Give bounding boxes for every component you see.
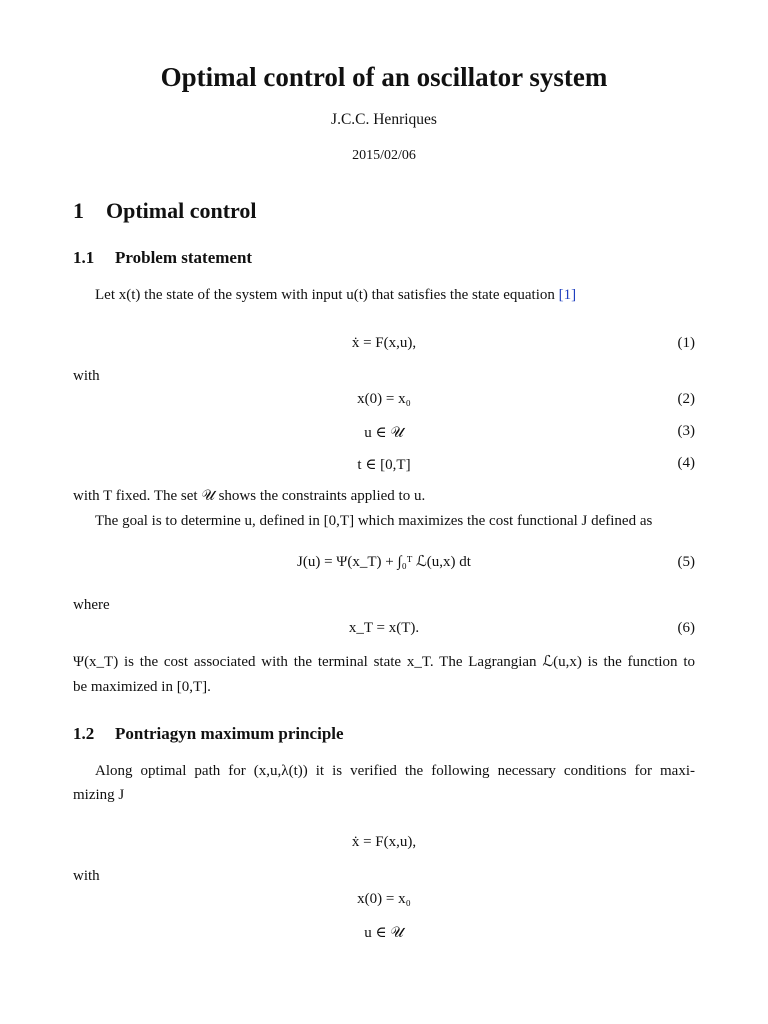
citation-link[interactable]: [1] [558, 287, 577, 303]
equation-5: J(u) = Ψ(x_T) + ∫₀ᵀ ℒ(u,x) dt [297, 554, 471, 570]
equation-3: u ∈ 𝒰 [364, 425, 404, 441]
author-name: J.C.C. Henriques [331, 111, 437, 128]
equation-number-4: (4) [677, 455, 695, 471]
paragraph-constraints: with T fixed. The set 𝒰 shows the constraints applied to u. [73, 488, 426, 504]
paper-title: Optimal control of an oscillator system [160, 62, 608, 92]
equation-number-3: (3) [677, 423, 695, 439]
equation-4: t ∈ [0,T] [357, 457, 411, 473]
with-label: with [73, 368, 100, 384]
paragraph-text: Let x(t) the state of the system with input u(t) that satisfies the state equation [95, 287, 559, 303]
paragraph-state-intro [95, 283, 576, 307]
subsection-number: 1.2 [73, 724, 95, 743]
paragraph-necessary-conditions-line1: Along optimal path for (x,u,λ(t)) it is verified the following necessary conditions for maxi- [95, 763, 695, 779]
paragraph-cost-line2: be maximized in [0,T]. [73, 679, 211, 695]
section-number: 1 [73, 198, 84, 223]
equation-constraint-repeat: u ∈ 𝒰 [364, 925, 404, 941]
where-label: where [73, 597, 110, 613]
equation-number-6: (6) [677, 620, 695, 636]
equation-initial-repeat: x(0) = x₀ [357, 891, 411, 907]
with-label-2: with [73, 868, 100, 884]
equation-number-1: (1) [677, 335, 695, 351]
paragraph-goal: The goal is to determine u, defined in [0,T] which maximizes the cost functional J defined as [95, 513, 653, 529]
subsection-title: Problem statement [115, 248, 253, 267]
paragraph-cost-line1: Ψ(x_T) is the cost associated with the terminal state x_T. The Lagrangian ℒ(u,x) is the function to [73, 654, 695, 670]
section-heading-optimal-control [73, 198, 257, 224]
paper-date: 2015/02/06 [352, 148, 416, 163]
equation-2: x(0) = x₀ [357, 391, 411, 407]
subsection-number: 1.1 [73, 248, 95, 267]
subsection-title: Pontriagyn maximum principle [115, 724, 344, 743]
equation-1: ẋ = F(x,u), [351, 335, 417, 351]
equation-number-2: (2) [677, 391, 695, 407]
subsection-heading-problem-statement [73, 248, 252, 268]
subsection-heading-pontriagyn [73, 724, 344, 744]
section-title: Optimal control [106, 198, 257, 223]
equation-number-5: (5) [677, 554, 695, 570]
equation-6: x_T = x(T). [348, 620, 420, 636]
equation-state-repeat: ẋ = F(x,u), [351, 834, 417, 850]
paragraph-necessary-conditions-line2: mizing J [73, 787, 125, 803]
